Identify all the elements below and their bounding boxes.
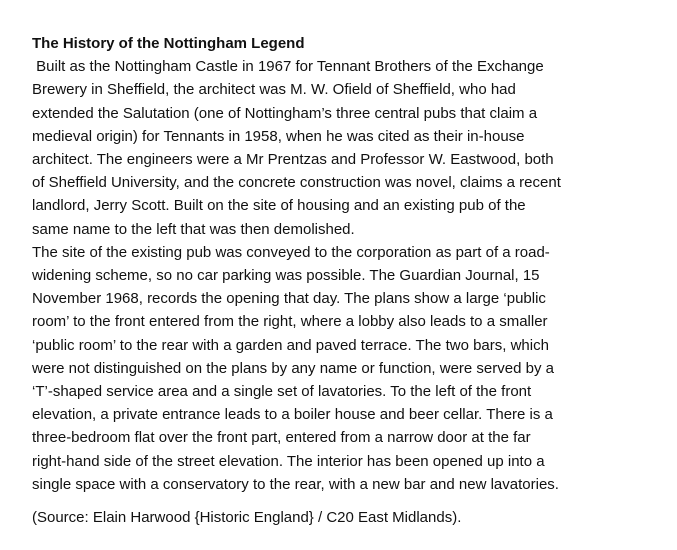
paragraph-line: of Sheffield University, and the concrete construction was novel, claims a recent xyxy=(32,174,561,192)
paragraph-line: November 1968, records the opening that day. The plans show a large ‘public xyxy=(32,290,546,308)
paragraph-line: medieval origin) for Tennants in 1958, when he was cited as their in-house xyxy=(32,127,525,145)
paragraph-line: room’ to the front entered from the right, where a lobby also leads to a smaller xyxy=(32,313,548,331)
paragraph-line: same name to the left that was then demolished. xyxy=(32,220,355,238)
document-title: The History of the Nottingham Legend xyxy=(32,35,305,52)
paragraph-line: Brewery in Sheffield, the architect was M. W. Ofield of Sheffield, who had xyxy=(32,81,516,99)
paragraph-line: extended the Salutation (one of Nottingham’s three central pubs that claim a xyxy=(32,104,538,122)
paragraph-line: right-hand side of the street elevation. The interior has been opened up into a xyxy=(32,452,545,470)
paragraph-line: three-bedroom flat over the front part, entered from a narrow door at the far xyxy=(32,429,531,447)
paragraph-line: elevation, a private entrance leads to a boiler house and beer cellar. There is a xyxy=(32,406,553,424)
paragraph-site xyxy=(32,241,644,496)
paragraph-line: The site of the existing pub was conveyed to the corporation as part of a road- xyxy=(32,243,550,261)
paragraph-line: ‘T’-shaped service area and a single set of lavatories. To the left of the front xyxy=(32,383,532,401)
paragraph-history xyxy=(32,55,644,241)
paragraph-line: single space with a conservatory to the rear, with a new bar and new lavatories. xyxy=(32,475,559,493)
paragraph-line: ‘public room’ to the rear with a garden and paved terrace. The two bars, which xyxy=(32,336,549,354)
paragraph-line: landlord, Jerry Scott. Built on the site of housing and an existing pub of the xyxy=(32,197,526,215)
paragraph-line: widening scheme, so no car parking was possible. The Guardian Journal, 15 xyxy=(32,267,540,285)
source-citation: (Source: Elain Harwood {Historic England} / C20 East Midlands). xyxy=(32,509,462,527)
document-body xyxy=(32,32,644,529)
paragraph-line: Built as the Nottingham Castle in 1967 for Tennant Brothers of the Exchange xyxy=(32,58,544,76)
paragraph-line: architect. The engineers were a Mr Prentzas and Professor W. Eastwood, both xyxy=(32,151,554,169)
paragraph-line: were not distinguished on the plans by any name or function, were served by a xyxy=(32,359,554,377)
